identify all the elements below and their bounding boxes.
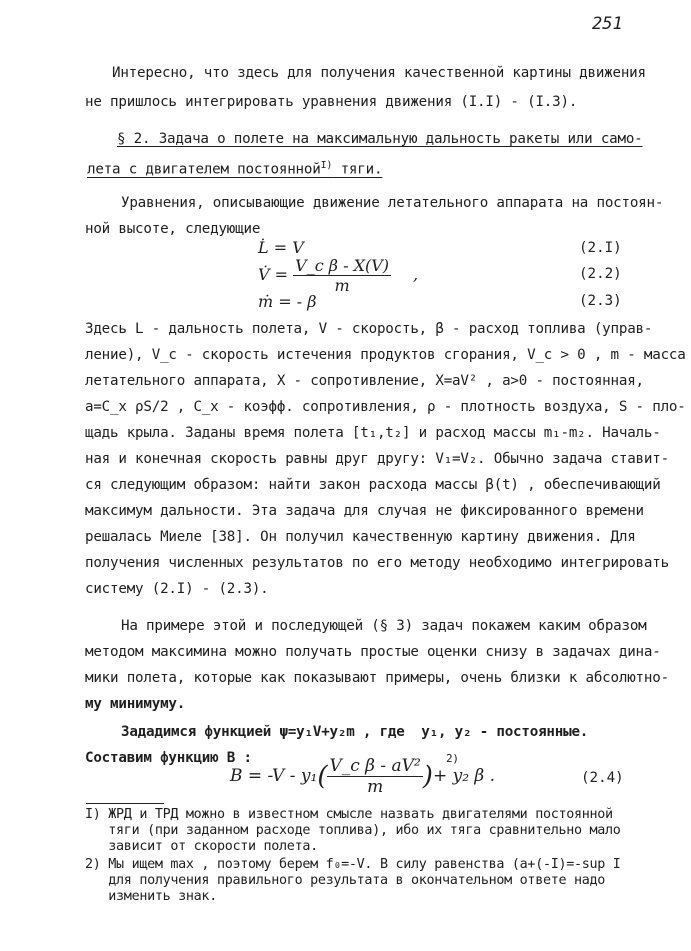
- equation-2-4-fraction: [327, 756, 422, 797]
- section-heading-tail: тяги.: [332, 161, 383, 178]
- paragraph-3-line-4: му минимуму.: [85, 696, 186, 712]
- equation-2-4-numerator: V_c β - aV²: [329, 756, 421, 776]
- equation-2-3: ṁ = - β: [258, 292, 317, 311]
- paragraph-2-line-4: a=C_x ρS/2 , C_x - коэфф. сопротивления, ρ - плотность воздуха, S - пло-: [85, 399, 686, 415]
- footnote-2-line-1: 2) Мы ищем max , поэтому берем f₀=-V. В силу равенства (a+(-I)=-sup I: [85, 857, 621, 872]
- page-number: 251: [592, 14, 623, 34]
- section-heading-line-1: § 2. Задача о полете на максимальную дальность ракеты или само-: [117, 131, 643, 147]
- paragraph-2-line-10: получения численных результатов по его методу необходимо интегрировать: [85, 555, 669, 571]
- paragraph-2-line-8: максимум дальности. Эта задача для случая не фиксированного времени: [85, 503, 644, 519]
- footnote-2-line-2: для получения правильного результата в окончательном ответе надо: [85, 873, 606, 888]
- paragraph-3-line-3: мики полета, которые как показывают примеры, очень близки к абсолютно-: [85, 670, 669, 686]
- equation-2-2-lhs: V̇ =: [258, 265, 294, 284]
- paragraph-2-line-7: ся следующим образом: найти закон расхода массы β(t) , обеспечивающий: [85, 477, 661, 493]
- footnote-marker-1: I): [320, 160, 333, 171]
- equation-2-4-number: (2.4): [581, 770, 624, 786]
- paragraph-2-line-1: Здесь L - дальность полета, V - скорость, β - расход топлива (управ-: [85, 321, 653, 337]
- paragraph-2-line-2: ление), V_c - скорость истечения продуктов сгорания, V_c > 0 , m - масса: [85, 347, 686, 363]
- equation-2-2-number: (2.2): [579, 266, 622, 282]
- footnote-1-line-1: I) ЖРД и ТРД можно в известном смысле назвать двигателями постоянной: [85, 807, 613, 822]
- equation-2-2-fraction: [293, 256, 391, 295]
- section-heading-text: лета с двигателем постоянной: [87, 161, 321, 178]
- footnote-marker-2: 2): [446, 752, 459, 765]
- equation-2-1-number: (2.I): [579, 240, 622, 256]
- paragraph-2-line-5: щадь крыла. Заданы время полета [t₁,t₂] и расход массы m₁-m₂. Началь-: [85, 425, 661, 441]
- paragraph-2-line-3: летательного аппарата, X - сопротивление, X=aV² , a>0 - постоянная,: [85, 373, 644, 389]
- footnote-1-line-3: зависит от скорости полета.: [85, 839, 318, 854]
- equation-2-2-separator: ,: [413, 265, 419, 284]
- paragraph-3-line-1: На примере этой и последующей (§ 3) задач покажем каким образом: [121, 618, 647, 634]
- equation-2-3-number: (2.3): [579, 293, 622, 309]
- paragraph-2-line-11: систему (2.I) - (2.3).: [85, 581, 269, 597]
- paragraph-4-line-1: Зададимся функцией ψ=y₁V+y₂m , где y₁, y₂ - постоянные.: [121, 724, 589, 740]
- paragraph-2-line-6: ная и конечная скорость равны друг другу: V₁=V₂. Обычно задача ставит-: [85, 451, 669, 467]
- equation-2-2: [258, 256, 418, 295]
- equation-2-4-tail: + y₂ β .: [432, 766, 496, 786]
- paragraph-2-line-9: решалась Миеле [38]. Он получил качественную картину движения. Для: [85, 529, 636, 545]
- equation-2-1: L̇ = V: [258, 238, 304, 257]
- paragraph-1-line-1: Интересно, что здесь для получения качественной картины движения: [112, 65, 646, 81]
- paragraph-4-line-2: Составим функцию B :: [85, 750, 252, 766]
- intro-line-1: Уравнения, описывающие движение летательного аппарата на постоян-: [121, 195, 664, 211]
- equation-2-2-denominator: m: [334, 276, 350, 295]
- equation-2-4-open-paren: (: [317, 761, 328, 792]
- equation-2-4-close-paren: ): [422, 761, 433, 792]
- intro-line-2: ной высоте, следующие: [85, 221, 261, 237]
- equation-2-4-lhs: B = -V - y₁: [230, 766, 318, 786]
- equation-2-2-numerator: V_c β - X(V): [295, 256, 389, 275]
- section-heading-line-2: [87, 160, 382, 178]
- paragraph-3-line-2: методом максимина можно получать простые оценки снизу в задачах дина-: [85, 644, 661, 660]
- paragraph-1-line-2: не пришлось интегрировать уравнения движения (I.I) - (I.3).: [85, 94, 578, 110]
- footnote-separator: [86, 803, 164, 804]
- equation-2-4-denominator: m: [367, 777, 384, 797]
- footnote-1-line-2: тяги (при заданном расходе топлива), ибо их тяга сравнительно мало: [85, 823, 621, 838]
- footnote-2-line-3: изменить знак.: [85, 889, 217, 904]
